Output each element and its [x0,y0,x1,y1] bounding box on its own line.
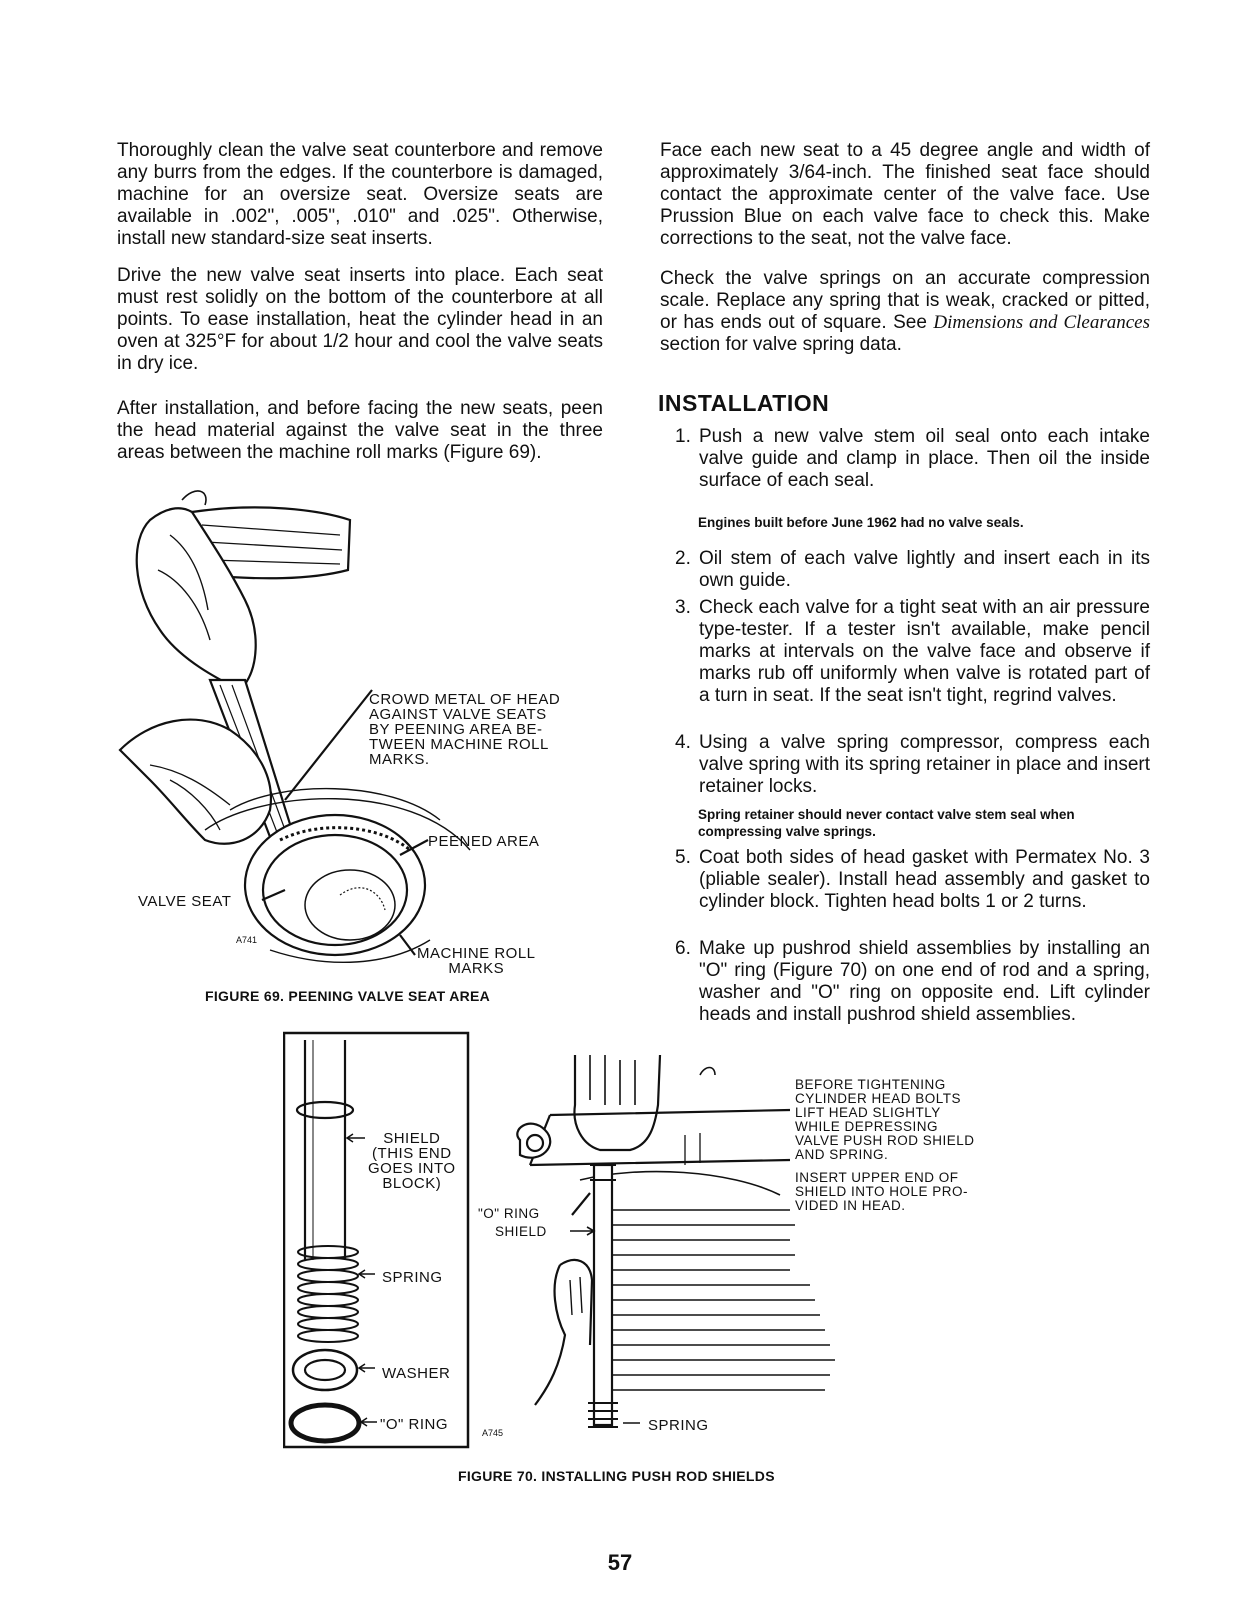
note-valve-seals: Engines built before June 1962 had no valve seals. [698,515,1024,530]
figure-70-engine-illustration [490,1045,840,1445]
callout-peened-area: PEENED AREA [428,833,540,850]
note-spring-retainer: Spring retainer should never contact valve stem seal when compressing valve springs. [698,807,1075,839]
dimensions-reference: Dimensions and Clearances [933,312,1150,333]
step-3: 3. Check each valve for a tight seat with an air pressure type-tester. If a tester isn't available, make pencil marks at intervals on the valve face and observe if marks rub off uniformly when valve is rotated part of a turn in seat. If the seat isn't tight, regrind valves. [675,597,1150,706]
left-paragraph-2: Drive the new valve seat inserts into place. Each seat must rest solidly on the bottom of the counterbore at all points. To ease installation, heat the cylinder head in an oven at 325°F for about 1/2 hour and cool the valve seats in dry ice. [117,265,603,374]
callout-crowd-metal: CROWD METAL OF HEAD AGAINST VALVE SEATS BY PEENING AREA BE- TWEEN MACHINE ROLL MARKS. [369,691,561,768]
callout-shield: SHIELD (THIS END GOES INTO BLOCK) [368,1130,456,1192]
callout-before-tightening: BEFORE TIGHTENING CYLINDER HEAD BOLTS LIFT HEAD SLIGHTLY WHILE DEPRESSING VALVE PUSH ROD SHIELD AND SPRING. [795,1077,975,1162]
figure-69-caption: FIGURE 69. PEENING VALVE SEAT AREA [205,988,491,1004]
installation-heading: INSTALLATION [658,390,830,416]
callout-shield-mid: SHIELD [495,1224,547,1239]
step-1: 1. Push a new valve stem oil seal onto each intake valve guide and clamp in place. Then oil the inside surface of each seal. [675,426,1150,491]
callout-spring-left: SPRING [382,1269,443,1286]
step-2: 2. Oil stem of each valve lightly and insert each in its own guide. [675,548,1150,591]
left-paragraph-1: Thoroughly clean the valve seat counterbore and remove any burrs from the edges. If the counterbore is damaged, machine for an oversize seat. Oversize seats are available in .002", .005", .010" and .025". Otherwise, install new standard-size seat inserts. [117,140,603,249]
step-6: 6. Make up pushrod shield assemblies by installing an "O" ring (Figure 70) on one end of rod and a spring, washer and "O" ring on opposite end. Lift cylinder heads and install pushrod shield assemblies. [675,938,1150,1025]
callout-spring-bottom: SPRING [648,1417,709,1434]
right-paragraph-1: Face each new seat to a 45 degree angle and width of approximately 3/64-inch. The finished seat face should contact the approximate center of the valve face. Use Prussion Blue on each valve face to check this. Make corrections to the seat, not the valve face. [660,140,1150,249]
right-paragraph-2: Check the valve springs on an accurate compression scale. Replace any spring that is weak, cracked or pitted, or has ends out of square. See Dimensions and Clearances section for valve spring data. [660,268,1150,355]
page-number: 57 [607,1550,633,1575]
figure-70-caption: FIGURE 70. INSTALLING PUSH ROD SHIELDS [458,1468,775,1484]
step-5: 5. Coat both sides of head gasket with Permatex No. 3 (pliable sealer). Install head assembly and gasket to cylinder block. Tighten head bolts 1 or 2 turns. [675,847,1150,912]
left-paragraph-3: After installation, and before facing the new seats, peen the head material against the valve seat in the three areas between the machine roll marks (Figure 69). [117,398,603,463]
figure-70-parts-illustration [283,1030,473,1450]
callout-o-ring-left: "O" RING [380,1416,448,1433]
callout-valve-seat: VALVE SEAT [138,893,232,910]
callout-o-ring-mid: "O" RING [478,1206,540,1221]
figure-70-code: A745 [482,1428,504,1438]
callout-insert-upper-end: INSERT UPPER END OF SHIELD INTO HOLE PRO- VIDED IN HEAD. [795,1170,969,1213]
step-4: 4. Using a valve spring compressor, compress each valve spring with its spring retainer in place and insert retainer locks. [675,732,1150,797]
callout-washer: WASHER [382,1365,451,1382]
figure-69-code: A741 [236,935,258,945]
callout-machine-roll-marks: MACHINE ROLL MARKS [417,945,536,977]
